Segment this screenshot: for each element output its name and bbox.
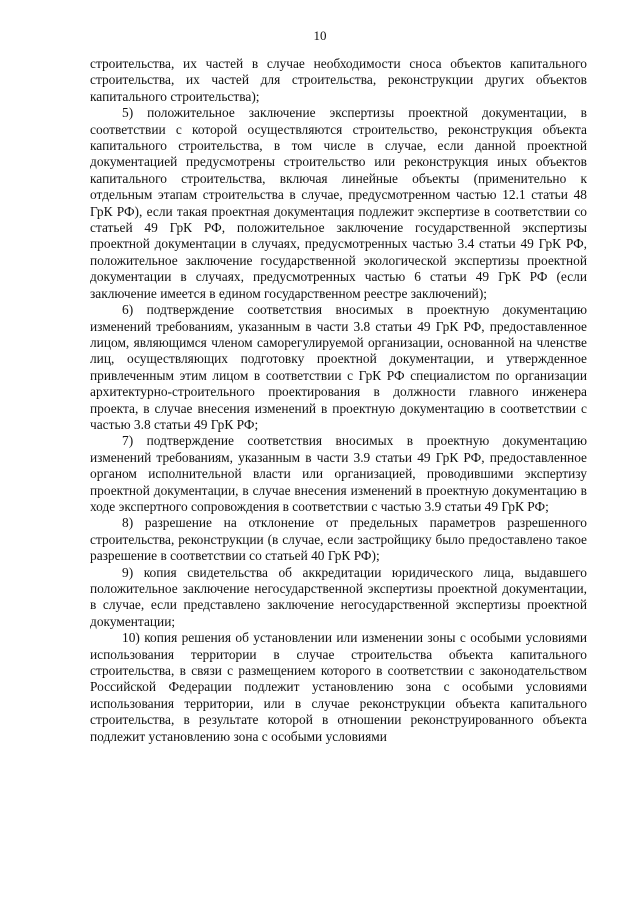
paragraph-item-6: 6) подтверждение соответствия вносимых в проектную документацию изменений требованиям, указанным в части 3.8 статьи 49 ГрК РФ, предоставленное лицом, являющимся членом саморегулируемой организации, основанной на членстве лиц, осуществляющих подготовку проектной документации, и утвержденное привлеченным этим лицом в соответствии с ГрК РФ специалистом по организации архитектурно-строительного проектирования в должности главного инженера проекта, в случае внесения изменений в проектную документацию в соответствии с частью 3.8 статьи 49 ГрК РФ; bbox=[90, 302, 587, 432]
paragraph-item-7: 7) подтверждение соответствия вносимых в проектную документацию изменений требованиям, указанным в части 3.9 статьи 49 ГрК РФ, предоставленное органом исполнительной власти или организацией, проводившими экспертизу проектной документации, в случае внесения изменений в проектную документацию в ходе экспертного сопровождения в соответствии с частью 3.9 статьи 49 ГрК РФ; bbox=[90, 433, 587, 514]
paragraph-item-9: 9) копия свидетельства об аккредитации юридического лица, выдавшего положительное заключение негосударственной экспертизы проектной документации, в случае, если представлено заключение негосударственной экспертизы проектной документации; bbox=[90, 564, 587, 629]
paragraph-continuation: строительства, их частей в случае необходимости сноса объектов капитального строительства, их частей для строительства, реконструкции других объектов капитального строительства); bbox=[90, 56, 587, 104]
paragraph-item-5: 5) положительное заключение экспертизы проектной документации, в соответствии с которой осуществляются строительство, реконструкция объекта капитального строительства, в том числе в случае, если данной проектной документацией предусмотрены строительство или реконструкция иных объектов капитального строительства, включая линейные объекты (применительно к отдельным этапам строительства в случае, предусмотренном частью 12.1 статьи 48 ГрК РФ), если такая проектная документация подлежит экспертизе в соответствии со статьей 49 ГрК РФ, положительное заключение государственной экспертизы проектной документации в случаях, предусмотренных частью 3.4 статьи 49 ГрК РФ, положительное заключение государственной экологической экспертизы проектной документации в случаях, предусмотренных частью 6 статьи 49 ГрК РФ (если заключение имеется в едином государственном реестре заключений); bbox=[90, 105, 587, 301]
page-number: 10 bbox=[313, 28, 327, 43]
paragraph-item-8: 8) разрешение на отклонение от предельных параметров разрешенного строительства, реконструкции (в случае, если застройщику было предоставлено такое разрешение в соответствии со статьей 40 ГрК РФ); bbox=[90, 515, 587, 564]
paragraph-item-10: 10) копия решения об установлении или изменении зоны с особыми условиями использования территории в случае строительства объекта капитального строительства, в связи с размещением которого в соответствии с законодательством Российской Федерации подлежит установлению зона с особыми условиями использования территории, или в случае реконструкции объекта капитального строительства, в результате которой в отношении реконструированного объекта подлежит установлению зона с особыми условиями bbox=[90, 630, 587, 744]
document-body bbox=[90, 56, 587, 745]
